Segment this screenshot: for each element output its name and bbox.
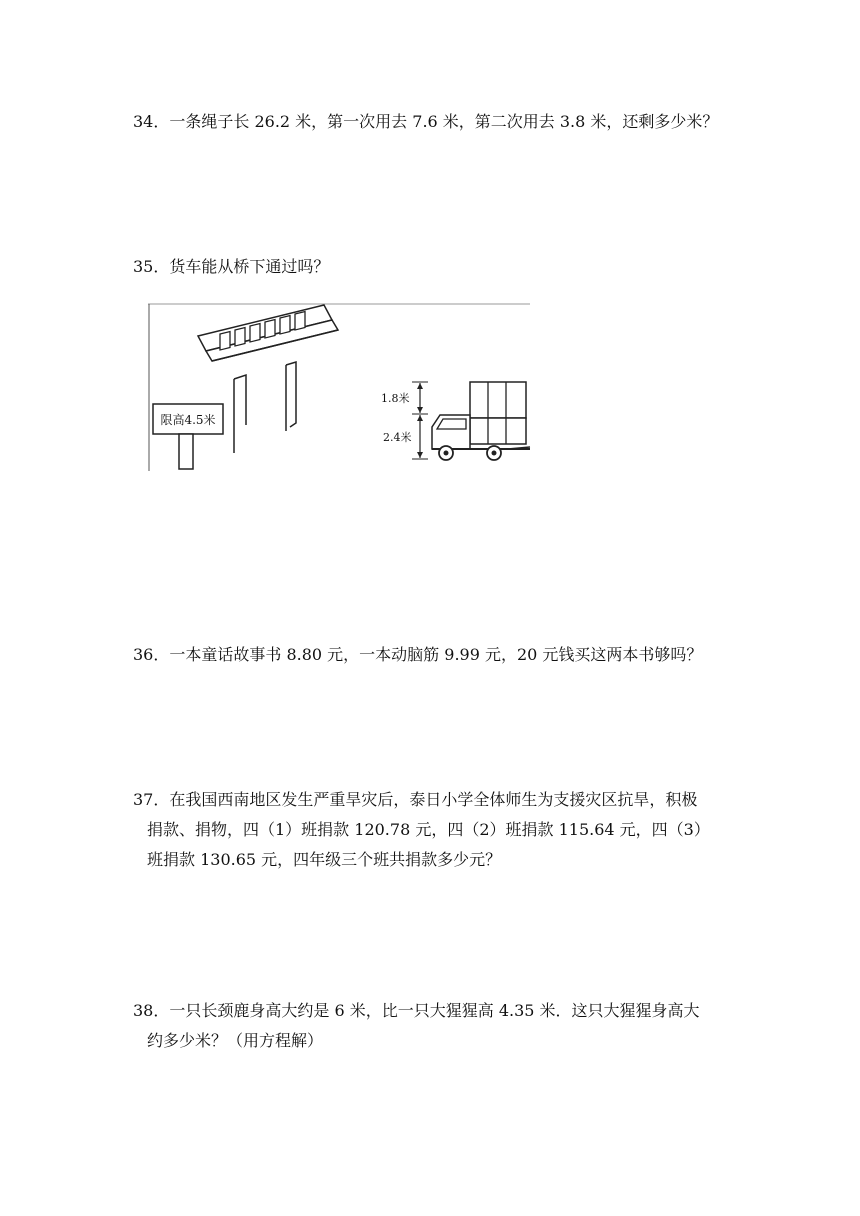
question-number: 35． xyxy=(133,257,170,276)
question-text-line-3: 班捐款 130.65 元，四年级三个班共捐款多少元？ xyxy=(147,850,502,869)
sign-text: 限高4.5米 xyxy=(160,413,216,427)
question-34 xyxy=(133,107,743,137)
question-text: 货车能从桥下通过吗？ xyxy=(169,257,330,276)
question-text-line-2: 约多少米？（用方程解） xyxy=(147,1031,324,1050)
question-text-line-1: 一只长颈鹿身高大约是 6 米，比一只大猩猩高 4.35 米．这只大猩猩身高大 xyxy=(169,1001,700,1020)
question-text-line-2: 捐款、捐物，四（1）班捐款 120.78 元，四（2）班捐款 115.64 元，四（3） xyxy=(147,820,710,839)
question-36 xyxy=(133,640,743,670)
question-text: 一条绳子长 26.2 米，第一次用去 7.6 米，第二次用去 3.8 米，还剩多少米？ xyxy=(169,112,719,131)
bridge-truck-figure xyxy=(148,303,532,473)
question-number: 34． xyxy=(133,112,170,131)
height-limit-sign xyxy=(153,404,223,469)
question-text-line-1: 在我国西南地区发生严重旱灾后，泰日小学全体师生为支援灾区抗旱，积极 xyxy=(169,790,698,809)
question-number: 38． xyxy=(133,1001,170,1020)
truck-height-label: 2.4米 xyxy=(383,431,412,444)
question-35 xyxy=(133,252,743,282)
question-text: 一本童话故事书 8.80 元，一本动脑筋 9.99 元，20 元钱买这两本书够吗？ xyxy=(169,645,703,664)
height-dimensions xyxy=(381,382,428,459)
truck xyxy=(432,382,530,460)
question-number: 36． xyxy=(133,645,170,664)
question-number: 37． xyxy=(133,790,170,809)
cargo-height-label: 1.8米 xyxy=(381,392,410,405)
question-37 xyxy=(133,785,743,875)
question-38 xyxy=(133,996,743,1056)
